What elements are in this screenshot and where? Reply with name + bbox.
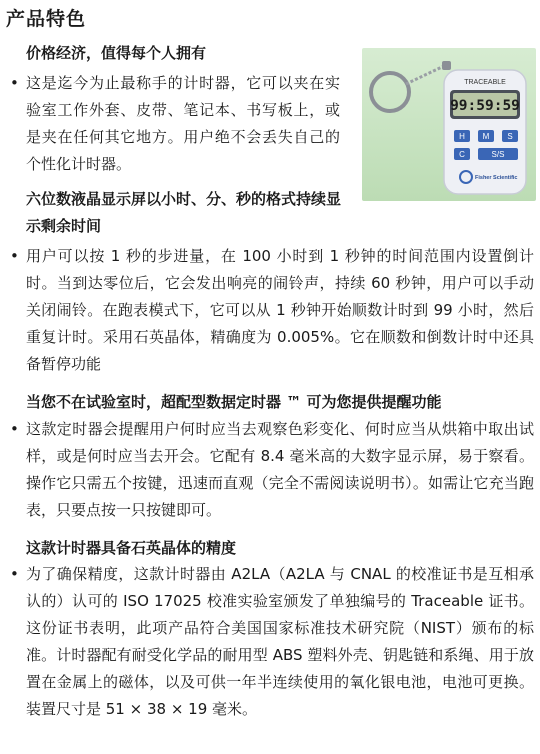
- svg-text:M: M: [482, 132, 490, 141]
- feature-1-heading: 价格经济，值得每个人拥有: [26, 44, 207, 62]
- feature-3-heading: 当您不在试验室时，超配型数据定时器 ™ 可为您提供提醒功能: [26, 393, 442, 411]
- brand-label: TRACEABLE: [464, 79, 506, 86]
- maker-label: Fisher Scientific: [475, 175, 518, 181]
- feature-4-heading: 这款计时器具备石英晶体的精度: [26, 539, 237, 557]
- feature-2-item: [10, 243, 534, 378]
- section-title: 产品特色: [6, 8, 87, 30]
- product-photo: [362, 48, 536, 201]
- svg-text:C: C: [459, 150, 465, 159]
- lcd-digits: 99:59:59: [450, 98, 520, 114]
- keyring-icon: [371, 73, 409, 111]
- feature-4-body: 为了确保精度，这款计时器由 A2LA（A2LA 与 CNAL 的校准证书是互相承认的）认可的 ISO 17025 校准实验室颁发了单独编号的 Traceable 证书。这份证书表明，此项产品符合美国国家标准技术研究院（NIST）颁布的标准。计时器配有耐受化学品的耐用型 ABS 塑料外壳、钥匙链和系绳、用于放置在金属上的磁体，以及可供一年半连续使用的氧化银电池，电池可更换。装置尺寸是 51 × 38 × 19 毫米。: [26, 565, 534, 718]
- timer-illustration: [362, 48, 536, 201]
- svg-text:S/S: S/S: [491, 150, 505, 159]
- feature-1-item: [10, 70, 340, 178]
- svg-text:S: S: [507, 132, 513, 141]
- bullet-icon: •: [10, 74, 19, 92]
- svg-text:H: H: [459, 132, 465, 141]
- feature-2-heading: 六位数液晶显示屏以小时、分、秒的格式持续显示剩余时间: [26, 190, 342, 235]
- bullet-icon: •: [10, 247, 19, 265]
- feature-3-body: 这款定时器会提醒用户何时应当去观察色彩变化、何时应当从烘箱中取出试样，或是何时应当去开会。它配有 8.4 毫米高的大数字显示屏，易于察看。操作它只需五个按键，迅速而直观（完全不需阅读说明书）。如需让它充当跑表，只要点按一只按键即可。: [26, 420, 534, 519]
- lanyard-chain: [406, 66, 444, 84]
- feature-4-item: [10, 561, 534, 723]
- bullet-icon: •: [10, 420, 19, 438]
- feature-2-body: 用户可以按 1 秒的步进量，在 100 小时到 1 秒钟的时间范围内设置倒计时。当到达零位后，它会发出响亮的闹铃声，持续 60 秒钟，用户可以手动关闭闹铃。在跑表模式下，它可以从 1 秒钟开始顺数计时到 99 小时，然后重复计时。采用石英晶体，精确度为 0.005%。它在顺数和倒数计时中还具备暂停功能: [26, 247, 534, 373]
- bullet-icon: •: [10, 565, 19, 583]
- feature-3-item: [10, 416, 534, 524]
- feature-1-body: 这是迄今为止最称手的计时器，它可以夹在实验室工作外套、皮带、笔记本、书写板上，或是夹在任何其它地方。用户绝不会丢失自己的个性化计时器。: [26, 74, 340, 173]
